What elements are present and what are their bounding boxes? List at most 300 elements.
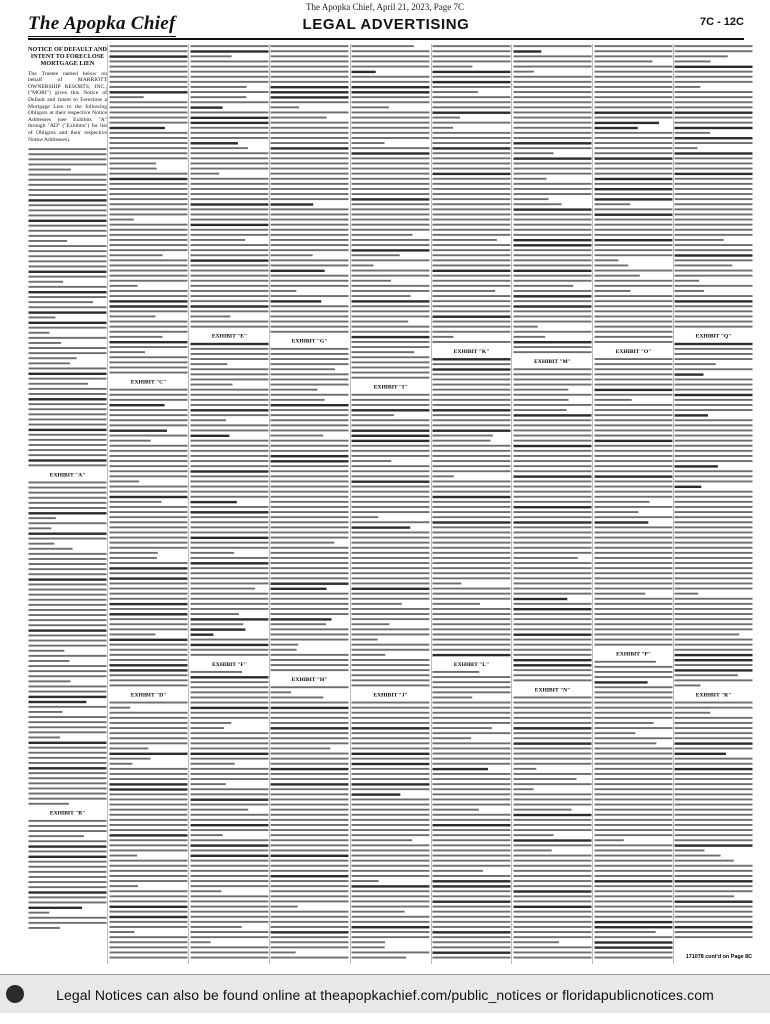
text-line [513, 773, 591, 775]
text-line [513, 61, 591, 63]
text-line [271, 521, 349, 523]
text-line [433, 799, 511, 801]
running-head: The Apopka Chief, April 21, 2023, Page 7C [306, 2, 464, 12]
text-line [271, 208, 349, 210]
text-line [190, 880, 268, 882]
text-line [109, 173, 187, 175]
text-line [29, 619, 107, 621]
text-line [513, 674, 591, 676]
text-line [109, 952, 187, 954]
text-line [29, 840, 107, 842]
text-line [513, 697, 591, 699]
text-line [675, 86, 701, 88]
text-line [190, 526, 268, 528]
text-line [433, 368, 511, 370]
text-line [675, 106, 753, 108]
text-line [352, 799, 430, 801]
text-line [109, 361, 187, 363]
exhibit-heading: EXHIBIT "D" [130, 692, 167, 699]
text-line [190, 552, 234, 554]
text-line [513, 351, 591, 353]
text-line [433, 952, 511, 954]
text-line [29, 327, 107, 329]
exhibit-heading: EXHIBIT "M" [533, 359, 571, 366]
text-line [594, 275, 639, 277]
text-line [513, 183, 591, 185]
text-line [29, 584, 107, 586]
text-line [29, 393, 107, 395]
text-line [29, 169, 71, 171]
text-line [675, 475, 753, 477]
text-line [271, 758, 349, 760]
text-line [675, 804, 753, 806]
text-line [433, 224, 511, 226]
text-line [675, 481, 753, 483]
text-line [190, 506, 268, 508]
text-line [513, 583, 591, 585]
text-line [433, 901, 511, 903]
text-line [109, 865, 187, 867]
text-line [190, 931, 268, 933]
text-line [29, 250, 107, 252]
text-line [594, 850, 672, 852]
text-line [271, 511, 349, 513]
text-line [513, 793, 591, 795]
text-line [433, 681, 511, 683]
text-line [433, 142, 511, 144]
text-line [109, 613, 187, 615]
text-line [675, 66, 753, 68]
text-line [29, 342, 62, 344]
text-line [352, 511, 430, 513]
text-line [352, 239, 430, 241]
text-line [675, 198, 753, 200]
text-line [513, 577, 591, 579]
text-line [109, 316, 155, 318]
text-line [190, 455, 268, 457]
text-line [513, 542, 591, 544]
text-line [190, 547, 268, 549]
text-line [190, 208, 268, 210]
exhibit-heading: EXHIBIT "L" [453, 661, 490, 668]
text-line [29, 747, 107, 749]
text-line [29, 388, 107, 390]
text-line [352, 562, 430, 564]
text-line [352, 86, 430, 88]
text-line [352, 214, 430, 216]
text-line [109, 778, 187, 780]
text-line [271, 486, 349, 488]
text-line [271, 193, 349, 195]
text-line [190, 839, 268, 841]
text-line [190, 219, 268, 221]
text-line [513, 931, 591, 933]
text-line [594, 280, 672, 282]
text-line [594, 681, 647, 683]
text-line [433, 300, 511, 302]
column-4 [270, 44, 349, 964]
text-line [190, 127, 268, 129]
text-line [513, 783, 591, 785]
text-line [190, 81, 268, 83]
text-line [29, 189, 107, 191]
text-line [594, 424, 672, 426]
text-line [675, 214, 753, 216]
text-line [513, 455, 591, 457]
online-notices-text[interactable]: Legal Notices can also be found online at theapopkachief.com/public_notices or floridapublicnotices.com [56, 987, 714, 1003]
text-line [594, 778, 672, 780]
text-line [109, 911, 187, 913]
text-line [271, 778, 349, 780]
text-line [109, 440, 150, 442]
text-line [352, 593, 430, 595]
text-line [190, 316, 230, 318]
text-line [109, 259, 187, 261]
text-line [433, 465, 511, 467]
text-line [594, 270, 672, 272]
text-line [513, 173, 591, 175]
text-line [594, 737, 672, 739]
text-line [271, 649, 297, 651]
text-line [271, 86, 349, 88]
text-line [352, 931, 430, 933]
text-line [594, 460, 672, 462]
text-line [271, 409, 349, 411]
text-line [433, 623, 511, 625]
text-line [29, 383, 89, 385]
text-line [109, 356, 187, 358]
text-line [433, 844, 511, 846]
text-line [190, 147, 247, 149]
text-line [352, 435, 430, 437]
text-line [29, 148, 107, 150]
text-line [190, 188, 268, 190]
text-line [433, 572, 511, 574]
text-line [109, 664, 187, 666]
text-line [109, 435, 187, 437]
text-line [29, 886, 107, 888]
text-line [271, 249, 349, 251]
text-line [675, 326, 753, 328]
text-line [271, 470, 349, 472]
text-line [271, 310, 349, 312]
text-line [513, 203, 561, 205]
text-line [433, 707, 511, 709]
text-line [352, 300, 430, 302]
text-line [29, 897, 107, 899]
text-line [271, 122, 349, 124]
text-line [29, 604, 107, 606]
text-line [513, 768, 536, 770]
text-line [352, 901, 430, 903]
text-line [675, 137, 753, 139]
text-line [29, 665, 107, 667]
text-line [109, 844, 187, 846]
text-line [675, 547, 753, 549]
text-line [594, 435, 672, 437]
text-line [109, 936, 187, 938]
text-line [675, 389, 753, 391]
text-line [433, 885, 511, 887]
text-line [433, 753, 511, 755]
text-line [433, 275, 511, 277]
text-line [513, 634, 591, 636]
text-line [271, 481, 349, 483]
text-line [109, 290, 187, 292]
text-line [433, 547, 511, 549]
text-line [352, 526, 411, 528]
text-line [109, 819, 187, 821]
text-line [594, 285, 672, 287]
text-line [190, 885, 268, 887]
text-line [190, 618, 268, 620]
text-line [352, 773, 430, 775]
text-line [675, 193, 753, 195]
column-2 [109, 44, 188, 964]
text-line [433, 106, 511, 108]
text-line [271, 712, 349, 714]
text-line [594, 608, 672, 610]
text-line [109, 450, 187, 452]
text-line [352, 122, 430, 124]
text-line [29, 322, 107, 324]
text-line [109, 310, 187, 312]
text-line [352, 850, 430, 852]
newspaper-logo[interactable]: The Apopka Chief [28, 13, 176, 34]
text-line [594, 214, 672, 216]
text-line [594, 941, 672, 943]
text-line [29, 497, 107, 499]
text-line [29, 492, 107, 494]
text-line [594, 768, 672, 770]
text-line [190, 465, 268, 467]
text-line [190, 368, 268, 370]
text-line [271, 219, 349, 221]
text-line [109, 163, 156, 165]
text-line [271, 275, 349, 277]
text-line [513, 96, 591, 98]
text-line [109, 414, 187, 416]
text-line [29, 624, 107, 626]
text-line [433, 285, 511, 287]
text-line [190, 717, 268, 719]
text-line [675, 588, 753, 590]
text-line [29, 517, 56, 519]
text-line [352, 506, 430, 508]
text-line [109, 669, 187, 671]
text-line [29, 579, 107, 581]
text-line [594, 511, 638, 513]
text-line [594, 793, 672, 795]
text-line [513, 778, 576, 780]
text-line [675, 455, 753, 457]
text-line [594, 389, 672, 391]
text-line [352, 321, 409, 323]
text-line [190, 763, 234, 765]
text-line [675, 860, 734, 862]
text-line [352, 572, 430, 574]
text-line [109, 685, 187, 687]
text-line [190, 358, 268, 360]
text-line [433, 532, 511, 534]
text-line [109, 346, 187, 348]
text-line [594, 137, 672, 139]
text-line [271, 270, 325, 272]
text-line [271, 613, 349, 615]
text-line [594, 76, 672, 78]
text-line [352, 834, 430, 836]
column-body-text [513, 44, 592, 964]
text-line [675, 450, 753, 452]
masthead [28, 12, 744, 40]
text-line [352, 748, 430, 750]
text-line [513, 137, 591, 139]
text-line [675, 521, 753, 523]
text-line [352, 829, 430, 831]
text-line [109, 608, 187, 610]
text-line [190, 644, 268, 646]
text-line [352, 137, 430, 139]
text-line [271, 588, 327, 590]
text-line [513, 101, 591, 103]
text-line [513, 748, 591, 750]
text-line [190, 168, 268, 170]
text-line [271, 290, 297, 292]
text-line [190, 697, 268, 699]
text-line [675, 628, 753, 630]
text-line [594, 901, 672, 903]
text-line [190, 450, 268, 452]
text-line [594, 163, 672, 165]
text-line [513, 132, 591, 134]
text-line [190, 946, 268, 948]
text-line [513, 310, 591, 312]
text-line [433, 61, 511, 63]
text-line [594, 234, 672, 236]
text-line [594, 224, 672, 226]
text-line [513, 623, 591, 625]
text-line [271, 691, 292, 693]
text-line [29, 194, 107, 196]
text-line [675, 839, 753, 841]
text-line [513, 753, 591, 755]
text-line [271, 911, 349, 913]
text-line [433, 618, 511, 620]
text-line [271, 163, 349, 165]
text-line [271, 137, 349, 139]
text-line [594, 895, 672, 897]
text-line [29, 179, 107, 181]
text-line [190, 440, 268, 442]
text-line [190, 567, 268, 569]
text-line [594, 644, 672, 646]
text-line [109, 295, 187, 297]
text-line [675, 142, 753, 144]
text-line [594, 81, 672, 83]
text-line [675, 639, 753, 641]
text-line [271, 737, 349, 739]
text-line [513, 567, 591, 569]
text-line [433, 460, 511, 462]
text-line [675, 654, 753, 656]
text-line [594, 305, 672, 307]
text-line [109, 572, 187, 574]
text-line [433, 793, 511, 795]
text-line [271, 793, 349, 795]
text-line [594, 491, 672, 493]
text-line [109, 511, 187, 513]
text-line [29, 164, 107, 166]
text-line [190, 295, 268, 297]
text-line [109, 224, 187, 226]
text-line [109, 506, 187, 508]
text-line [675, 737, 753, 739]
text-line [190, 844, 268, 846]
text-line [513, 389, 568, 391]
text-line [352, 305, 430, 307]
text-line [675, 112, 753, 114]
text-line [352, 941, 385, 943]
text-line [190, 707, 268, 709]
text-line [271, 952, 296, 954]
text-line [109, 112, 187, 114]
text-line [109, 372, 187, 374]
text-line [513, 147, 591, 149]
text-line [675, 363, 716, 365]
text-line [352, 249, 430, 251]
text-line [109, 430, 166, 432]
text-line [190, 152, 268, 154]
text-line [675, 931, 753, 933]
text-line [594, 470, 672, 472]
text-line [675, 460, 753, 462]
text-line [190, 117, 268, 119]
text-line [675, 501, 753, 503]
text-line [29, 902, 107, 904]
text-line [190, 926, 241, 928]
text-line [29, 419, 107, 421]
column-divider [107, 44, 108, 964]
text-line [594, 577, 672, 579]
text-line [271, 394, 349, 396]
text-line [352, 285, 430, 287]
text-line [675, 234, 753, 236]
text-line [109, 122, 187, 124]
text-line [271, 55, 349, 57]
text-line [513, 593, 591, 595]
text-line [433, 244, 511, 246]
text-line [352, 860, 430, 862]
text-line [513, 834, 553, 836]
text-line [594, 758, 672, 760]
text-line [109, 300, 187, 302]
text-line [271, 117, 327, 119]
text-line [109, 404, 164, 406]
text-line [109, 804, 187, 806]
text-line [594, 316, 672, 318]
text-line [433, 249, 511, 251]
text-line [271, 763, 349, 765]
text-line [190, 244, 268, 246]
text-line [29, 225, 107, 227]
text-line [271, 50, 349, 52]
text-line [513, 603, 591, 605]
text-line [433, 450, 511, 452]
text-line [29, 798, 107, 800]
text-line [433, 814, 511, 816]
text-line [109, 895, 187, 897]
text-line [433, 501, 511, 503]
